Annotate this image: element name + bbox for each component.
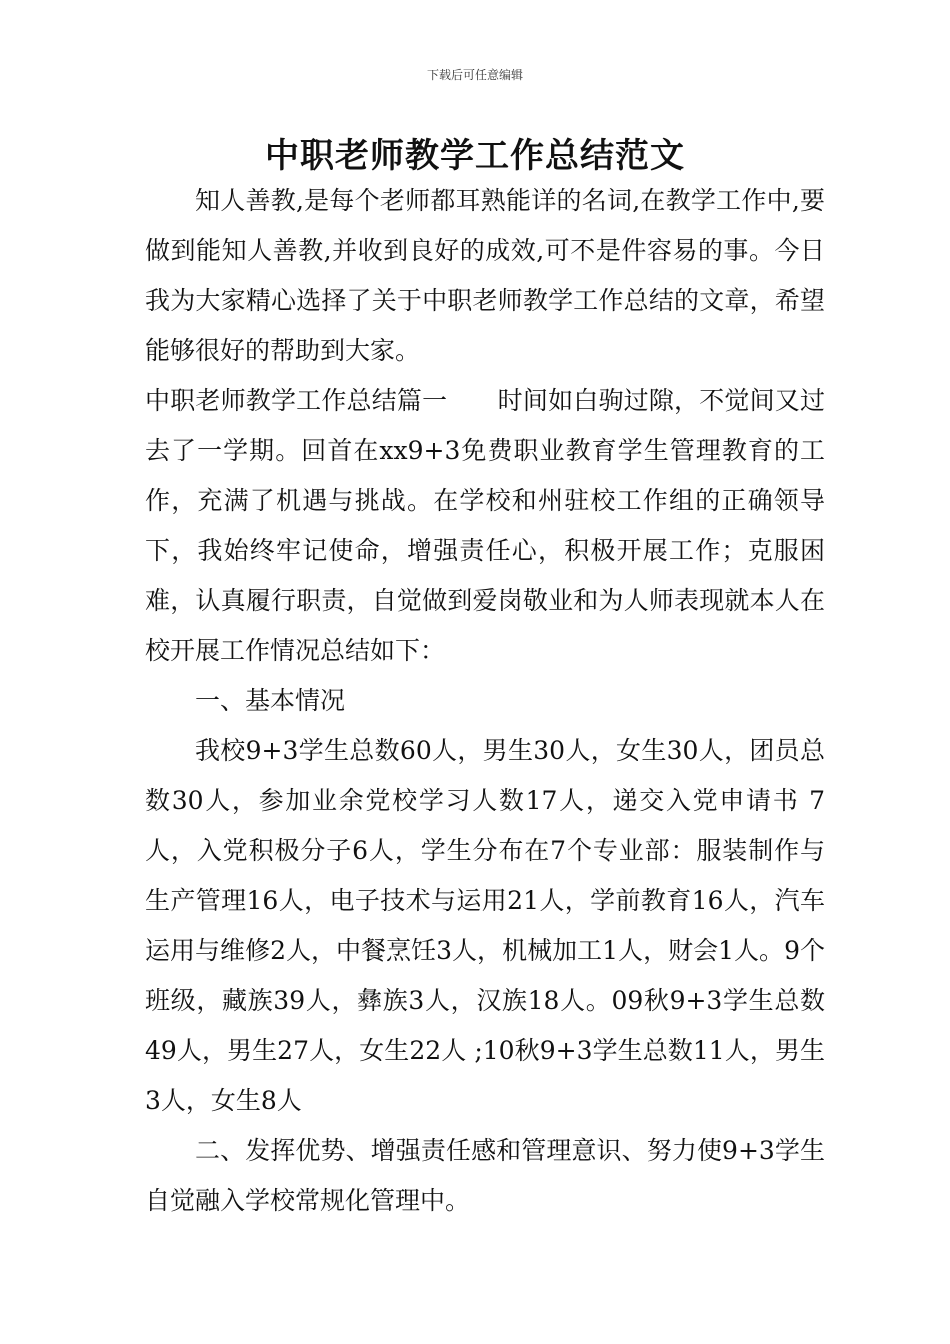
section-two-heading: 二、发挥优势、增强责任感和管理意识、努力使9+3学生自觉融入学校常规化管理中。	[145, 1136, 825, 1215]
intro-paragraph: 知人善教,是每个老师都耳熟能详的名词,在教学工作中,要做到能知人善教,并收到良好的成效,可不是件容易的事。今日我为大家精心选择了关于中职老师教学工作总结的文章，希望能够很好的帮助到大家。	[145, 186, 825, 365]
document-title: 中职老师教学工作总结范文	[265, 136, 685, 176]
header-note: 下载后可任意编辑	[426, 68, 523, 82]
document-body	[145, 176, 825, 1226]
section-one-paragraph: 中职老师教学工作总结篇一 时间如白驹过隙，不觉间又过去了一学期。回首在xx9+3免费职业教育学生管理教育的工作，充满了机遇与挑战。在学校和州驻校工作组的正确领导下，我始终牢记使命，增强责任心，积极开展工作；克服困难，认真履行职责，自觉做到爱岗敬业和为人师表现就本人在校开展工作情况总结如下：	[145, 386, 825, 665]
basic-situation-heading: 一、基本情况	[195, 686, 346, 715]
statistics-paragraph: 我校9+3学生总数60人，男生30人，女生30人，团员总数30人，参加业余党校学习人数17人，递交入党申请书 7人，入党积极分子6人，学生分布在7个专业部：服装制作与生产管理16人，电子技术与运用21人，学前教育16人，汽车运用与维修2人，中餐烹饪3人，机械加工1人，财会1人。9个班级，藏族39人，彝族3人，汉族18人。09秋9+3学生总数49人，男生27人，女生22人 ;10秋9+3学生总数11人，男生3人，女生8人	[145, 736, 825, 1115]
